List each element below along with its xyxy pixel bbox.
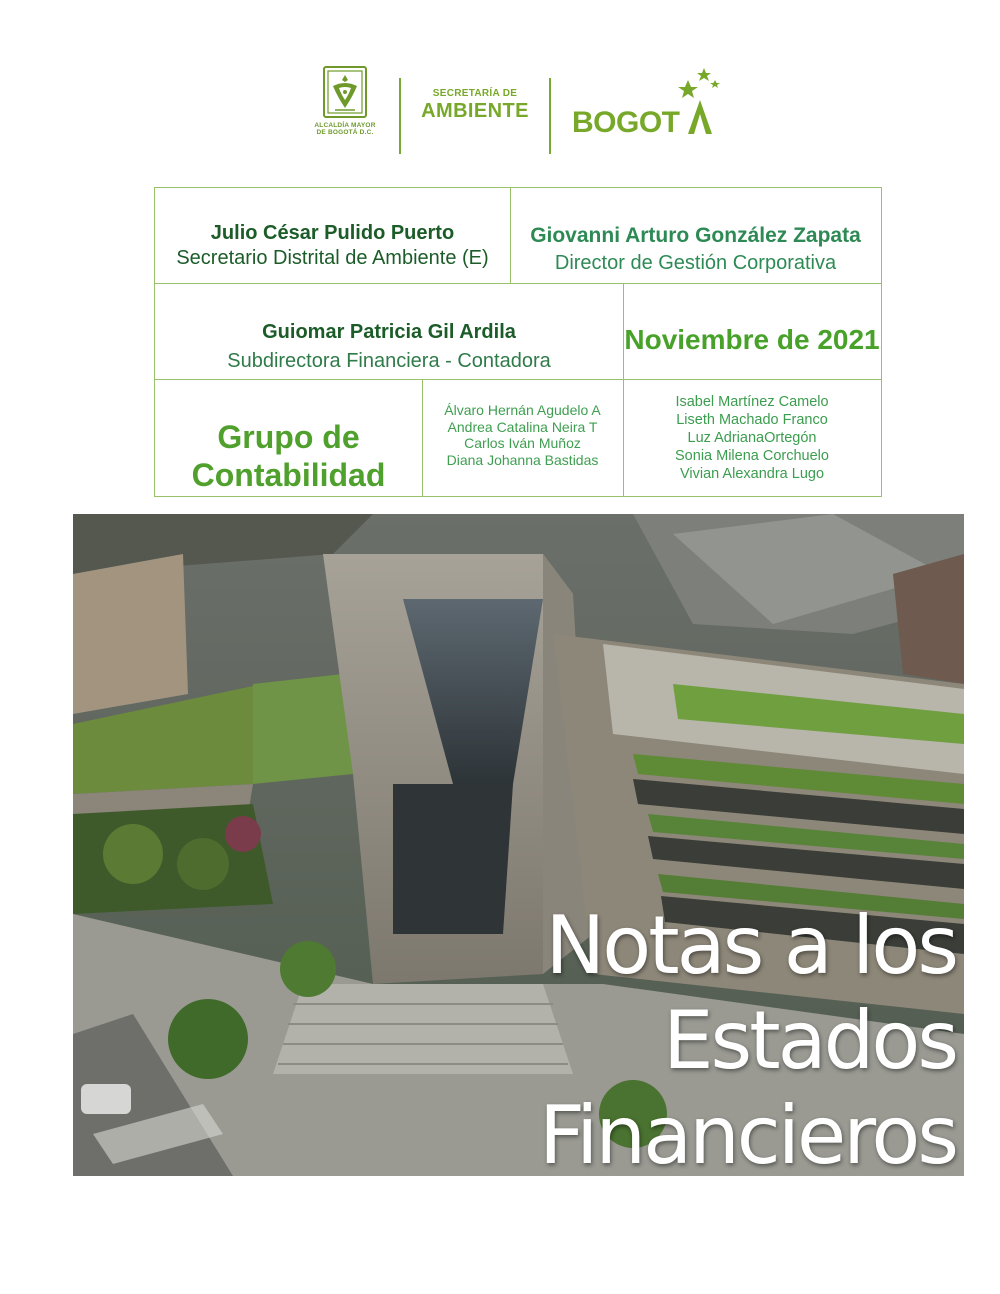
garden-foliage <box>103 824 163 884</box>
central-green-roof <box>253 674 353 784</box>
logo-bar <box>300 62 720 157</box>
bogota-a-glyph <box>688 100 712 134</box>
alcaldia-line1: ALCALDÍA MAYOR <box>314 122 376 129</box>
cover-title-line3: Financieros <box>538 1089 956 1182</box>
member-name: Diana Johanna Bastidas <box>446 451 599 468</box>
car <box>81 1084 131 1114</box>
member-name: Luz AdrianaOrtegón <box>687 430 817 446</box>
member-name: Andrea Catalina Neira T <box>447 418 598 435</box>
garden-foliage <box>225 816 261 852</box>
background-building <box>73 554 188 714</box>
secretaria-small-text: SECRETARÍA DE <box>432 88 518 99</box>
bogota-logo-graphic <box>570 66 720 146</box>
garden-foliage <box>177 838 229 890</box>
director-name: Giovanni Arturo González Zapata <box>530 224 861 247</box>
director-role: Director de Gestión Corporativa <box>554 252 837 274</box>
subdirectora-name: Guiomar Patricia Gil Ardila <box>262 321 516 343</box>
table-divider <box>155 379 881 380</box>
star-icon <box>697 68 711 81</box>
secretaria-ambiente-logo <box>404 88 546 123</box>
secretario-name: Julio César Pulido Puerto <box>210 222 455 244</box>
tree <box>168 999 248 1079</box>
background-rooftop <box>893 554 964 684</box>
grupo-title-line2: Contabilidad <box>191 457 386 493</box>
director-cell <box>510 224 881 275</box>
alcaldia-logo <box>304 66 386 136</box>
member-name: Carlos Iván Muñoz <box>464 435 581 451</box>
tower-glass-lower <box>393 784 513 934</box>
logo-divider <box>549 78 551 154</box>
subdirectora-cell <box>155 321 623 373</box>
cover-title-line1: Notas a los <box>545 899 956 992</box>
member-name: Álvaro Hernán Agudelo A <box>444 402 601 418</box>
members-col1 <box>422 402 623 468</box>
star-icon <box>678 80 698 98</box>
star-icon <box>710 80 720 88</box>
date-cell <box>623 324 881 356</box>
grupo-cell <box>155 418 422 494</box>
secretario-role: Secretario Distrital de Ambiente (E) <box>176 247 489 269</box>
tree <box>280 941 336 997</box>
secretaria-big-text: AMBIENTE <box>421 100 529 122</box>
bogota-shield-icon <box>323 66 367 118</box>
members-col2 <box>623 393 881 483</box>
member-name: Sonia Milena Corchuelo <box>675 448 829 464</box>
member-name: Vivian Alexandra Lugo <box>679 466 825 482</box>
bogota-logo <box>570 66 720 146</box>
member-name: Liseth Machado Franco <box>676 412 828 428</box>
secretario-cell <box>155 222 510 270</box>
cover-title-line2: Estados <box>662 994 956 1087</box>
alcaldia-line2: DE BOGOTÁ D.C. <box>316 129 374 136</box>
report-date: Noviembre de 2021 <box>624 324 880 355</box>
table-divider <box>155 283 881 284</box>
grupo-title-line1: Grupo de <box>217 419 360 455</box>
alcaldia-text <box>304 122 386 136</box>
subdirectora-role: Subdirectora Financiera - Contadora <box>227 350 551 372</box>
logo-divider <box>399 78 401 154</box>
cover-title <box>539 898 956 1183</box>
credits-table <box>154 187 882 497</box>
plaza-stairs <box>273 984 573 1074</box>
member-name: Isabel Martínez Camelo <box>675 394 829 410</box>
bogota-wordmark: BOGOT <box>572 106 680 139</box>
